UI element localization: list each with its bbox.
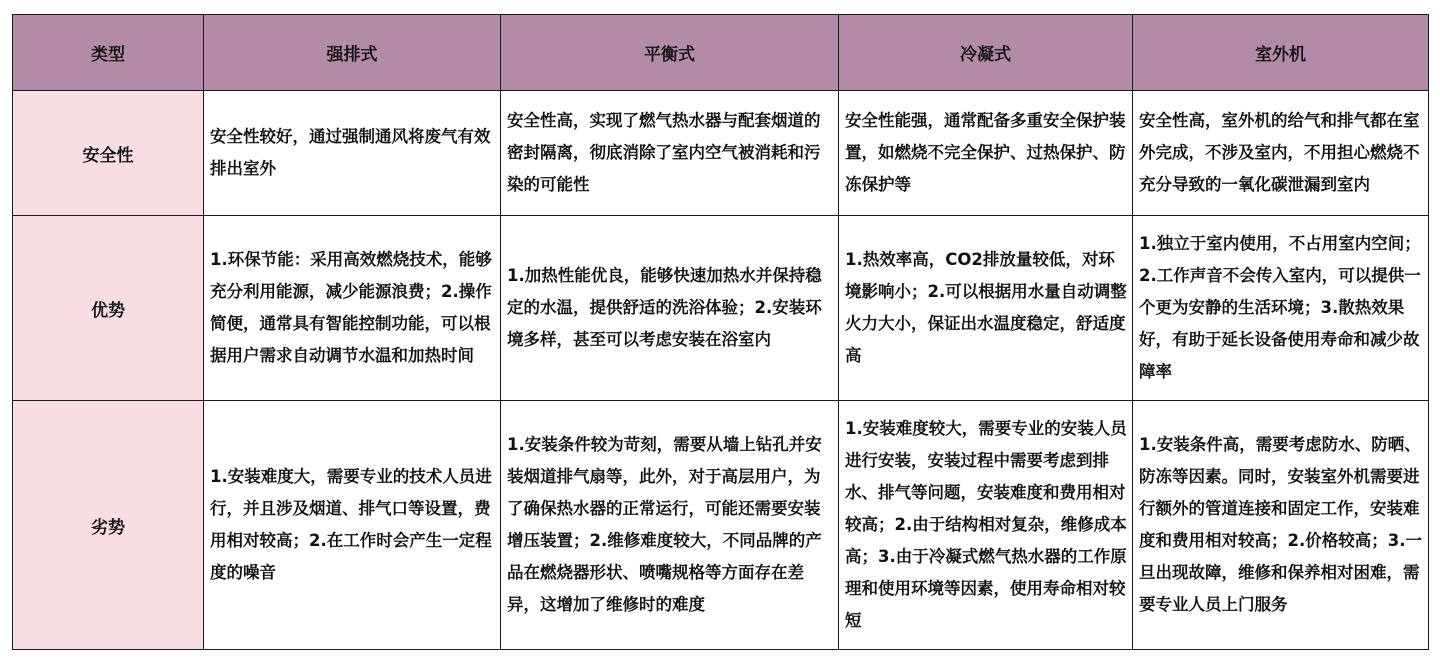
table-cell: 1.加热性能优良，能够快速加热水并保持稳定的水温，提供舒适的洗浴体验；2.安装环境多样，甚至可以考虑安装在浴室内 [501, 216, 839, 401]
table-cell: 1.安装条件高，需要考虑防水、防晒、防冻等因素。同时，安装室外机需要进行额外的管道连接和固定工作，安装难度和费用相对较高；2.价格较高；3.一旦出现故障，维修和保养相对困难，需要专业人员上门服务 [1133, 401, 1429, 650]
table-cell: 1.环保节能：采用高效燃烧技术，能够充分利用能源，减少能源浪费；2.操作简便，通常具有智能控制功能，可以根据用户需求自动调节水温和加热时间 [204, 216, 501, 401]
row-label-safety: 安全性 [13, 91, 204, 216]
header-outdoor-unit: 室外机 [1133, 15, 1429, 91]
table-cell: 1.安装难度较大，需要专业的安装人员进行安装，安装过程中需要考虑到排水、排气等问题，安装难度和费用相对较高；2.由于结构相对复杂，维修成本高；3.由于冷凝式燃气热水器的工作原理和使用环境等因素，使用寿命相对较短 [839, 401, 1133, 650]
table-cell: 安全性高，室外机的给气和排气都在室外完成，不涉及室内，不用担心燃烧不充分导致的一氧化碳泄漏到室内 [1133, 91, 1429, 216]
header-type: 类型 [13, 15, 204, 91]
header-forced-exhaust: 强排式 [204, 15, 501, 91]
header-balanced: 平衡式 [501, 15, 839, 91]
header-condensing: 冷凝式 [839, 15, 1133, 91]
table-cell: 1.独立于室内使用，不占用室内空间；2.工作声音不会传入室内，可以提供一个更为安静的生活环境；3.散热效果好，有助于延长设备使用寿命和减少故障率 [1133, 216, 1429, 401]
header-row [13, 15, 1429, 91]
row-label-disadvantages: 劣势 [13, 401, 204, 650]
table-row [13, 401, 1429, 650]
comparison-table [12, 14, 1429, 650]
table-row [13, 216, 1429, 401]
table-row [13, 91, 1429, 216]
table-cell: 安全性较好，通过强制通风将废气有效排出室外 [204, 91, 501, 216]
row-label-advantages: 优势 [13, 216, 204, 401]
table-cell: 安全性能强，通常配备多重安全保护装置，如燃烧不完全保护、过热保护、防冻保护等 [839, 91, 1133, 216]
table-cell: 1.热效率高，CO2排放量较低，对环境影响小；2.可以根据用水量自动调整火力大小，保证出水温度稳定，舒适度高 [839, 216, 1133, 401]
table-cell: 1.安装条件较为苛刻，需要从墙上钻孔并安装烟道排气扇等，此外，对于高层用户，为了确保热水器的正常运行，可能还需要安装增压装置；2.维修难度较大，不同品牌的产品在燃烧器形状、喷嘴规格等方面存在差异，这增加了维修时的难度 [501, 401, 839, 650]
table-cell: 安全性高，实现了燃气热水器与配套烟道的密封隔离，彻底消除了室内空气被消耗和污染的可能性 [501, 91, 839, 216]
table-cell: 1.安装难度大，需要专业的技术人员进行，并且涉及烟道、排气口等设置，费用相对较高；2.在工作时会产生一定程度的噪音 [204, 401, 501, 650]
